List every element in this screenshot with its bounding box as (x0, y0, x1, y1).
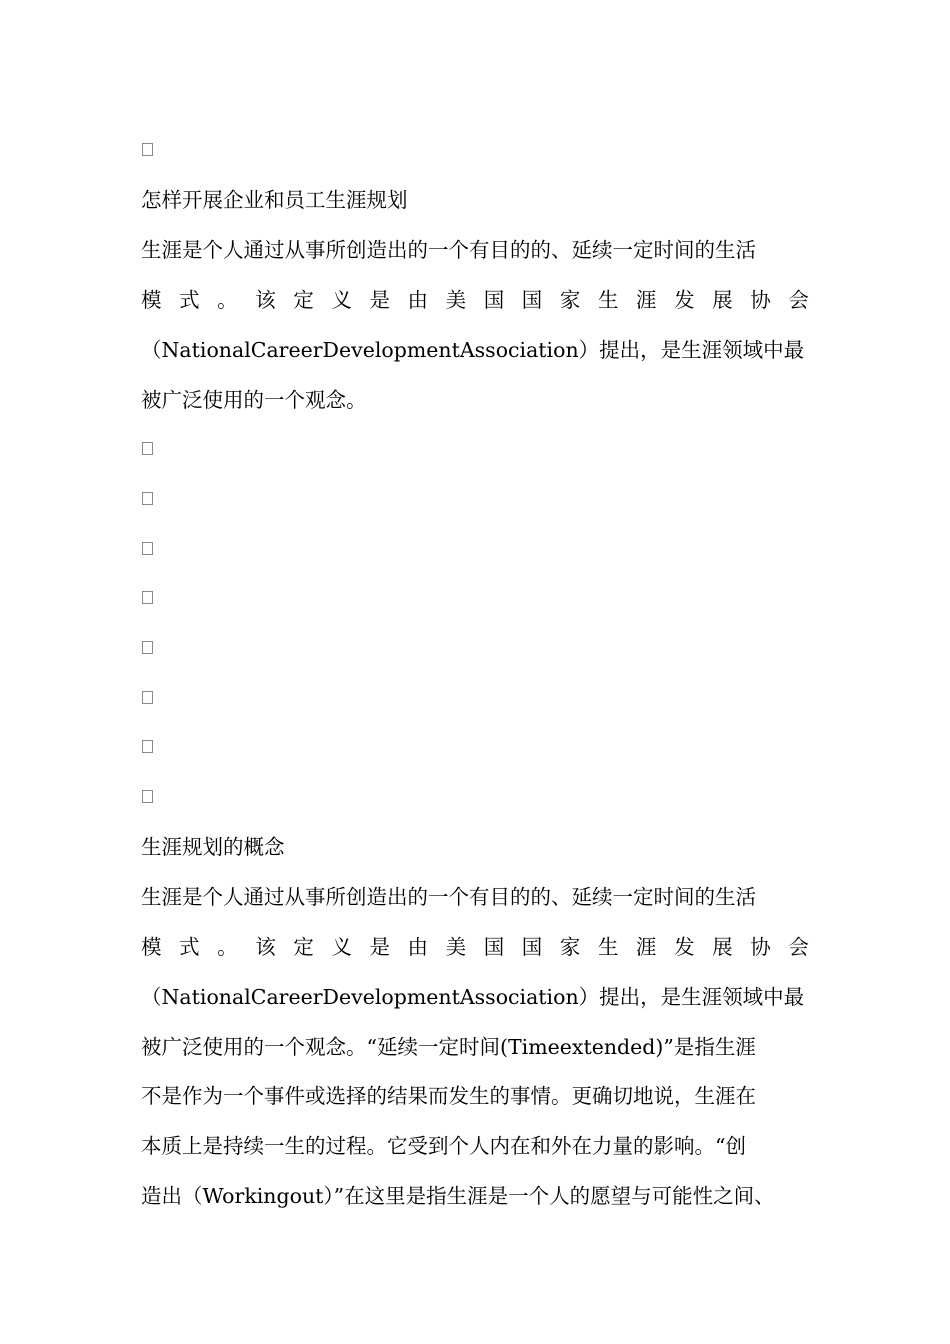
char: 美 (445, 935, 467, 959)
char: 展 (712, 288, 733, 312)
paragraph-line-justified (141, 933, 809, 961)
paragraph-line: 不是作为一个事件或选择的结果而发生的事情。更确切地说，生涯在 (141, 1084, 756, 1108)
char: 定 (293, 288, 314, 312)
char: 会 (788, 288, 809, 312)
char: 由 (407, 935, 429, 959)
missing-image-icon (142, 591, 153, 604)
char: 协 (750, 288, 771, 312)
missing-image-icon (142, 790, 153, 803)
missing-image-icon (142, 143, 153, 156)
char: 国 (521, 288, 543, 312)
char: 定 (293, 935, 314, 959)
char: 生 (597, 935, 619, 959)
paragraph-line: （NationalCareerDevelopmentAssociation）提出，是生涯领域中最 (141, 338, 805, 362)
char: 国 (483, 288, 505, 312)
missing-image-icon (142, 492, 153, 505)
char: 会 (788, 935, 809, 959)
char: 家 (559, 288, 581, 312)
section-title: 怎样开展企业和员工生涯规划 (141, 188, 408, 212)
char: 协 (750, 935, 771, 959)
char: 是 (369, 935, 390, 959)
section-title: 生涯规划的概念 (141, 835, 285, 859)
paragraph-line: 造出（Workingout）”在这里是指生涯是一个人的愿望与可能性之间、 (141, 1184, 775, 1208)
missing-image-icon (142, 542, 153, 555)
char: 发 (674, 935, 695, 959)
missing-image-icon (142, 691, 153, 704)
missing-image-icon (142, 641, 153, 654)
char: 式 (179, 935, 200, 959)
char: 美 (445, 288, 467, 312)
missing-image-icon (142, 442, 153, 455)
char: 该 (255, 935, 276, 959)
char: 展 (712, 935, 733, 959)
char: 该 (255, 288, 276, 312)
char: 式 (179, 288, 200, 312)
char: 家 (559, 935, 581, 959)
char: 。 (217, 935, 238, 959)
char: 。 (217, 288, 238, 312)
char: 国 (483, 935, 505, 959)
paragraph-line: （NationalCareerDevelopmentAssociation）提出，是生涯领域中最 (141, 985, 805, 1009)
paragraph-line: 生涯是个人通过从事所创造出的一个有目的的、延续一定时间的生活 (141, 238, 756, 262)
char: 生 (597, 288, 619, 312)
paragraph-line-justified (141, 286, 809, 314)
char: 是 (369, 288, 390, 312)
char: 涯 (636, 288, 657, 312)
paragraph-line: 被广泛使用的一个观念。 (141, 388, 367, 412)
missing-image-icon (142, 740, 153, 753)
char: 模 (141, 935, 162, 959)
char: 模 (141, 288, 162, 312)
char: 发 (674, 288, 695, 312)
paragraph-line: 生涯是个人通过从事所创造出的一个有目的的、延续一定时间的生活 (141, 885, 756, 909)
paragraph-line: 被广泛使用的一个观念。“延续一定时间(Timeextended)”是指生涯 (141, 1035, 756, 1059)
char: 义 (331, 935, 352, 959)
char: 由 (407, 288, 429, 312)
char: 国 (521, 935, 543, 959)
char: 义 (331, 288, 352, 312)
paragraph-line: 本质上是持续一生的过程。它受到个人内在和外在力量的影响。“创 (141, 1134, 746, 1158)
char: 涯 (636, 935, 657, 959)
